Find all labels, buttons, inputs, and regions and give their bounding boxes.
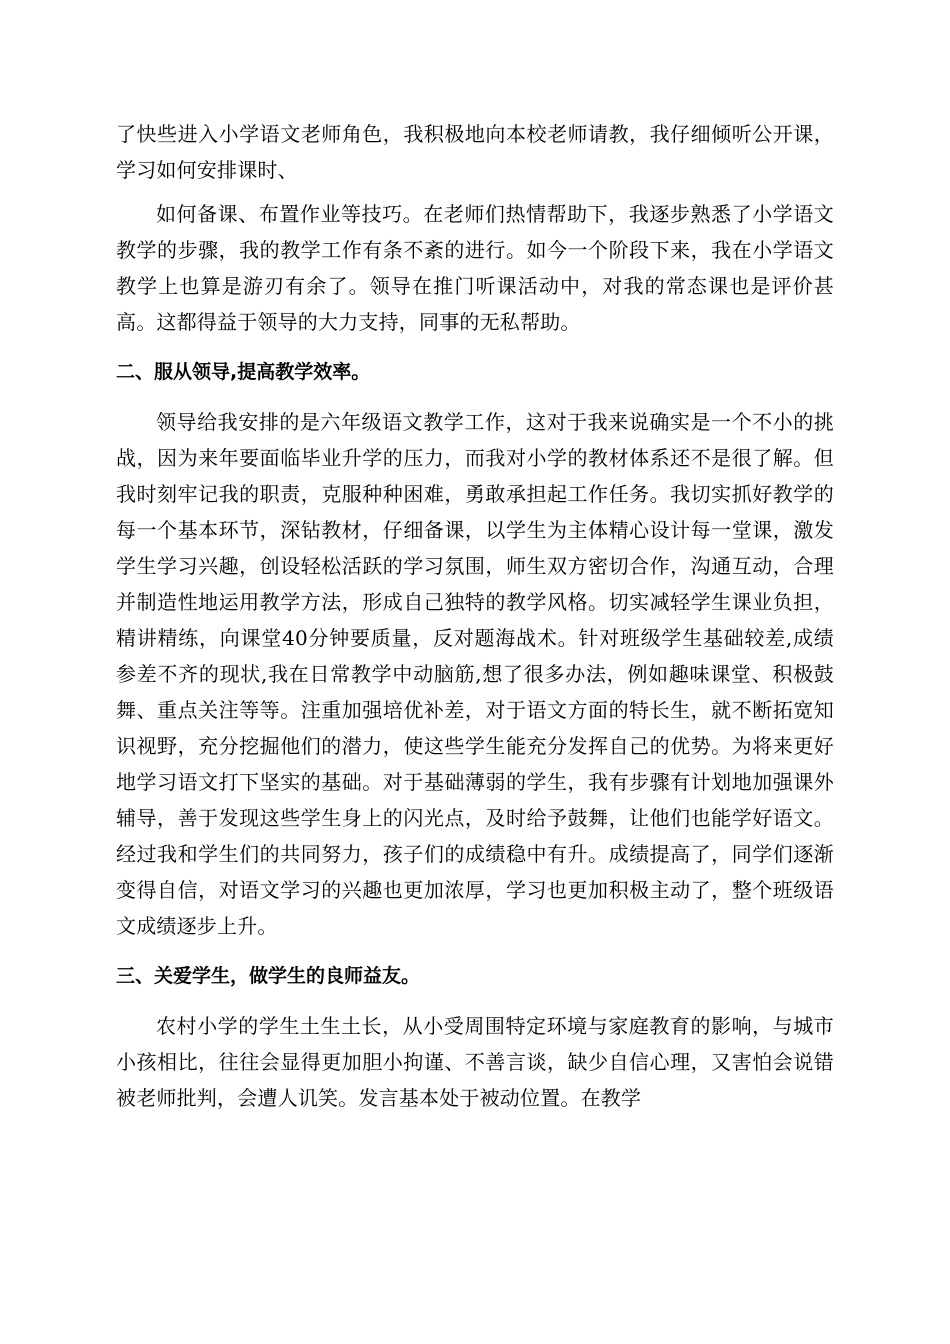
paragraph-lesson-preparation: 如何备课、布置作业等技巧。在老师们热情帮助下，我逐步熟悉了小学语文教学的步骤，我的教学工作有条不紊的进行。如今一个阶段下来，我在小学语文教学上也算是游刃有余了。领导在推门听课活动中，对我的常态课也是评价甚高。这都得益于领导的大力支持，同事的无私帮助。 — [116, 202, 834, 334]
document-body — [116, 116, 834, 1116]
paragraph-continued: 了快些进入小学语文老师角色，我积极地向本校老师请教，我仔细倾听公开课，学习如何安排课时、 — [116, 122, 834, 182]
section-heading-two: 二、服从领导,提高教学效率。 — [116, 361, 371, 383]
section-heading-three: 三、关爱学生，做学生的良师益友。 — [116, 965, 421, 987]
paragraph-rural-students: 农村小学的学生土生土长，从小受周围特定环境与家庭教育的影响，与城市小孩相比，往往会显得更加胆小拘谨、不善言谈，缺少自信心理，又害怕会说错被老师批判，会遭人讥笑。发言基本处于被动位置。在教学 — [116, 1014, 834, 1110]
paragraph-teaching-efficiency: 领导给我安排的是六年级语文教学工作，这对于我来说确实是一个不小的挑战，因为来年要面临毕业升学的压力，而我对小学的教材体系还不是很了解。但我时刻牢记我的职责，克服种种困难，勇敢承担起工作任务。我切实抓好教学的每一个基本环节，深钻教材，仔细备课，以学生为主体精心设计每一堂课，激发学生学习兴趣，创设轻松活跃的学习氛围，师生双方密切合作，沟通互动，合理并制造性地运用教学方法，形成自己独特的教学风格。切实减轻学生课业负担，精讲精练，向课堂40分钟要质量，反对题海战术。针对班级学生基础较差,成绩参差不齐的现状,我在日常教学中动脑筋,想了很多办法，例如趣味课堂、积极鼓舞、重点关注等等。注重加强培优补差，对于语文方面的特长生，就不断拓宽知识视野，充分挖掘他们的潜力，使这些学生能充分发挥自己的优势。为将来更好地学习语文打下坚实的基础。对于基础薄弱的学生，我有步骤有计划地加强课外辅导，善于发现这些学生身上的闪光点，及时给予鼓舞，让他们也能学好语文。经过我和学生们的共同努力，孩子们的成绩稳中有升。成绩提高了，同学们逐渐变得自信，对语文学习的兴趣也更加浓厚，学习也更加积极主动了，整个班级语文成绩逐步上升。 — [116, 410, 834, 938]
